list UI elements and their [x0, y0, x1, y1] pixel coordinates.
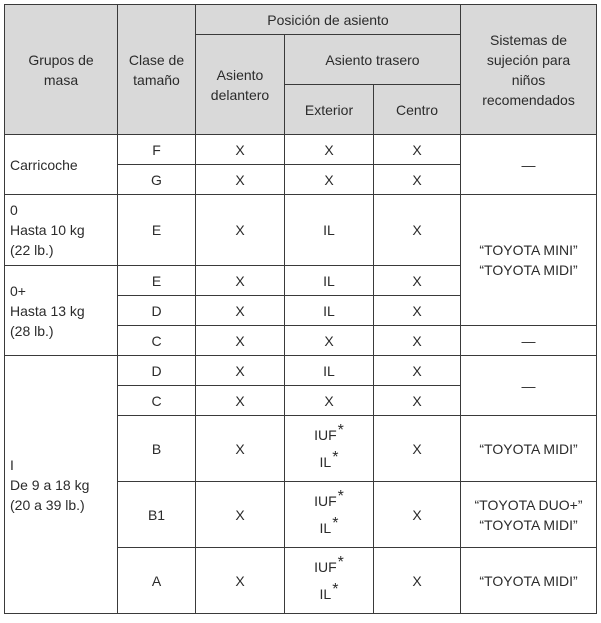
center-cell: X [374, 326, 461, 356]
asterisk-mark: * [337, 421, 344, 439]
passenger-cell: X [196, 416, 285, 482]
size-class-cell: A [118, 548, 196, 614]
outer-cell: IUF* IL* [285, 482, 374, 548]
table-row [5, 195, 597, 266]
header-mass-group: Grupos de masa [5, 5, 118, 135]
group-0: 0 Hasta 10 kg (22 lb.) [5, 195, 118, 266]
asterisk-mark: * [337, 553, 344, 571]
header-front-seat: Asiento delantero [196, 35, 285, 135]
passenger-cell: X [196, 548, 285, 614]
recommended-cell: “TOYOTA DUO+” “TOYOTA MIDI” [461, 482, 597, 548]
header-recommended-systems: Sistemas de sujeción para niños recomendados [461, 5, 597, 135]
size-class-cell: C [118, 326, 196, 356]
size-class-cell: D [118, 296, 196, 326]
passenger-cell: X [196, 296, 285, 326]
table-row [5, 356, 597, 386]
passenger-cell: X [196, 266, 285, 296]
asterisk-mark: * [332, 580, 339, 598]
size-class-cell: G [118, 165, 196, 195]
asterisk-mark: * [337, 487, 344, 505]
center-cell: X [374, 548, 461, 614]
center-cell: X [374, 296, 461, 326]
header-outer: Exterior [285, 85, 374, 135]
passenger-cell: X [196, 195, 285, 266]
recommended-cell: — [461, 356, 597, 416]
outer-cell: X [285, 326, 374, 356]
center-cell: X [374, 386, 461, 416]
group-1: I De 9 a 18 kg (20 a 39 lb.) [5, 356, 118, 614]
size-class-cell: C [118, 386, 196, 416]
child-restraint-table [4, 4, 597, 614]
header-center: Centro [374, 85, 461, 135]
asterisk-mark: * [332, 514, 339, 532]
size-class-cell: B1 [118, 482, 196, 548]
passenger-cell: X [196, 482, 285, 548]
table-row [5, 135, 597, 165]
outer-cell: X [285, 135, 374, 165]
outer-cell: IUF* IL* [285, 548, 374, 614]
passenger-cell: X [196, 326, 285, 356]
center-cell: X [374, 135, 461, 165]
group-carricoche: Carricoche [5, 135, 118, 195]
passenger-cell: X [196, 386, 285, 416]
outer-cell: IL [285, 356, 374, 386]
outer-cell: IL [285, 296, 374, 326]
header-size-class: Clase de tamaño [118, 5, 196, 135]
asterisk-mark: * [332, 448, 339, 466]
size-class-cell: E [118, 266, 196, 296]
recommended-cell: “TOYOTA MINI” “TOYOTA MIDI” [461, 195, 597, 326]
size-class-cell: E [118, 195, 196, 266]
recommended-cell: “TOYOTA MIDI” [461, 416, 597, 482]
center-cell: X [374, 165, 461, 195]
passenger-cell: X [196, 165, 285, 195]
center-cell: X [374, 416, 461, 482]
size-class-cell: B [118, 416, 196, 482]
header-seat-position: Posición de asiento [196, 5, 461, 35]
outer-cell: IUF* IL* [285, 416, 374, 482]
recommended-cell: — [461, 326, 597, 356]
recommended-cell: “TOYOTA MIDI” [461, 548, 597, 614]
center-cell: X [374, 266, 461, 296]
passenger-cell: X [196, 356, 285, 386]
recommended-cell: — [461, 135, 597, 195]
center-cell: X [374, 356, 461, 386]
group-0-plus: 0+ Hasta 13 kg (28 lb.) [5, 266, 118, 356]
passenger-cell: X [196, 135, 285, 165]
outer-cell: IL [285, 195, 374, 266]
outer-cell: X [285, 386, 374, 416]
size-class-cell: F [118, 135, 196, 165]
restraint-table-container [4, 4, 597, 614]
size-class-cell: D [118, 356, 196, 386]
outer-cell: X [285, 165, 374, 195]
center-cell: X [374, 482, 461, 548]
outer-cell: IL [285, 266, 374, 296]
header-rear-seat: Asiento trasero [285, 35, 461, 85]
center-cell: X [374, 195, 461, 266]
